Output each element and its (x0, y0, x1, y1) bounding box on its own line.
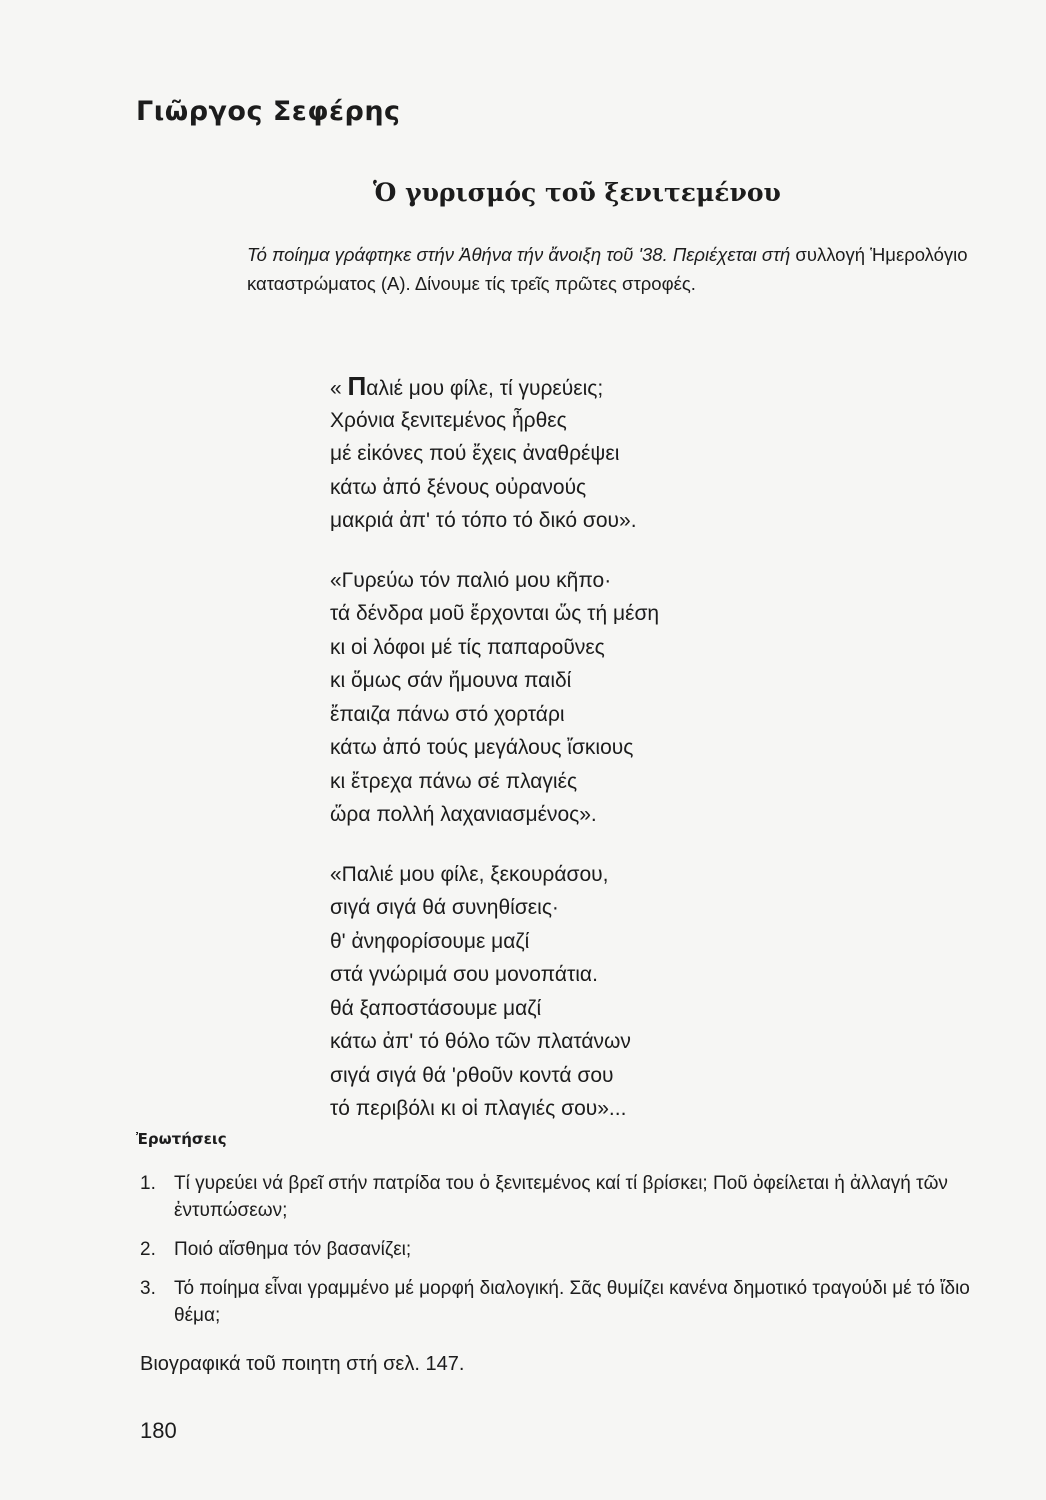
question-text: Τί γυρεύει νά βρεῖ στήν πατρίδα του ὁ ξενιτεμένος καί τί βρίσκει; Ποῦ ὀφείλεται ἡ ἀλλαγή τῶν ἐντυπώσεων; (174, 1173, 948, 1221)
poem-line: κι ἔτρεχα πάνω σέ πλαγιές (330, 769, 578, 793)
poem-line: κι ὅμως σάν ἤμουνα παιδί (330, 669, 572, 692)
poem-line: μέ εἰκόνες πού ἔχεις ἀναθρέψει (330, 442, 620, 465)
poem-line: σιγά σιγά θά 'ρθοῦν κοντά σου (330, 1063, 614, 1087)
poem-line: Χρόνια ξενιτεμένος ἦρθες (330, 408, 567, 432)
intro-note (247, 240, 1007, 298)
question-item (140, 1170, 1010, 1224)
poem-line: «Παλιέ μου φίλε, ξεκουράσου, (330, 862, 609, 886)
poem-line: μακριά ἀπ' τό τόπο τό δικό σου». (330, 509, 637, 532)
intro-rest: συλλογή Ἡμερολόγιο καταστρώματος (Α). Δίνουμε τίς τρεῖς πρῶτες στροφές. (247, 244, 968, 294)
question-item (140, 1275, 1010, 1329)
poem-line: κάτω ἀπό τούς μεγάλους ἴσκιους (330, 736, 634, 759)
poem-title: Ὁ γυρισμός τοῦ ξενιτεμένου (373, 178, 781, 207)
question-number: 1. (140, 1173, 156, 1194)
poem-line: «Γυρεύω τόν παλιό μου κῆπο· (330, 568, 612, 592)
poem-line: θά ξαποστάσουμε μαζί (330, 996, 542, 1020)
page-number: 180 (140, 1418, 177, 1443)
bio-note: Βιογραφικά τοῦ ποιητη στή σελ. 147. (140, 1353, 465, 1375)
poem-line: κάτω ἀπ' τό θόλο τῶν πλατάνων (330, 1030, 631, 1053)
question-number: 2. (140, 1239, 156, 1260)
stanza-3 (330, 858, 930, 1126)
question-text: Ποιό αἴσθημα τόν βασανίζει; (174, 1239, 412, 1260)
poem-line: ὥρα πολλή λαχανιασμένος». (330, 803, 597, 826)
questions-list (140, 1170, 1010, 1341)
poem-line: κάτω ἀπό ξένους οὐρανούς (330, 475, 587, 499)
poem-line: κι οἱ λόφοι μέ τίς παπαροῦνες (330, 635, 605, 659)
poem-line: ἔπαιζα πάνω στό χορτάρι (330, 702, 565, 726)
intro-lead: Τό ποίημα γράφτηκε στήν Ἀθήνα τήν ἄνοιξη τοῦ '38. Περιέχεται στή (247, 244, 791, 265)
question-number: 3. (140, 1278, 156, 1299)
stanza-2 (330, 564, 930, 832)
author-name: Γιῶργος Σεφέρης (136, 96, 401, 127)
question-item (140, 1236, 1010, 1263)
poem-line: θ' ἀνηφορίσουμε μαζί (330, 929, 530, 953)
poem-line: « Παλιέ μου φίλε, τί γυρεύεις; (330, 371, 604, 401)
question-text: Τό ποίημα εἶναι γραμμένο μέ μορφή διαλογική. Σᾶς θυμίζει κανένα δημοτικό τραγούδι μέ τό ἴδιο θέμα; (174, 1278, 970, 1326)
poem-body (330, 370, 930, 1152)
initial-letter: Π (347, 371, 367, 401)
poem-line: σιγά σιγά θά συνηθίσεις· (330, 896, 559, 919)
questions-heading: Ἐρωτήσεις (136, 1130, 227, 1148)
poem-line: τά δένδρα μοῦ ἔρχονται ὥς τή μέση (330, 602, 660, 625)
poem-line: στά γνώριμά σου μονοπάτια. (330, 963, 598, 986)
stanza-1 (330, 370, 930, 538)
poem-line: τό περιβόλι κι οἱ πλαγιές σου»... (330, 1097, 627, 1120)
